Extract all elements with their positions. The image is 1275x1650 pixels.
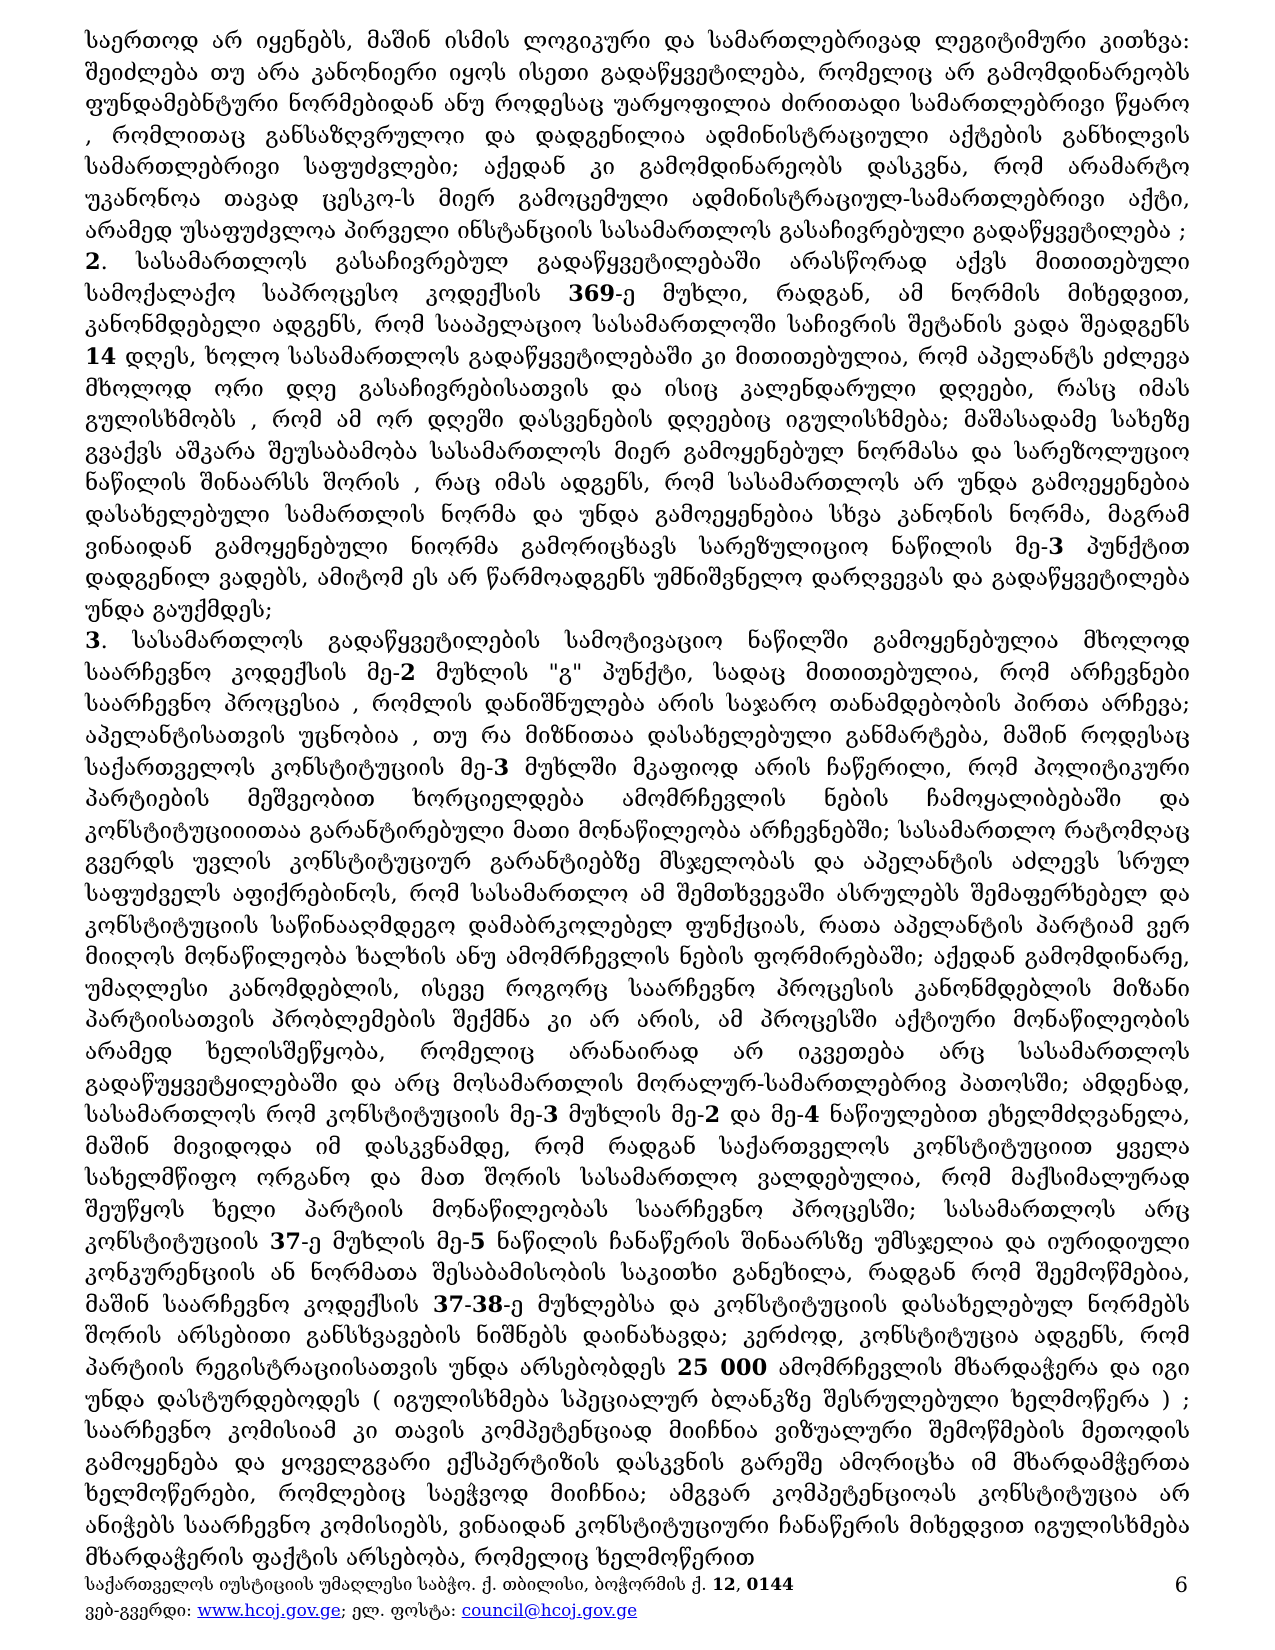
page-footer (85, 1572, 1190, 1624)
page-number: 6 (1174, 1573, 1188, 1597)
email-label: ელ. ფოსტა: (351, 1601, 457, 1621)
body-text (85, 26, 1190, 1574)
footer-separator: ; (340, 1601, 347, 1621)
website-link[interactable]: www.hcoj.gov.ge (197, 1601, 341, 1621)
paragraph-continuation: საერთოდ არ იყენებს, მაშინ ისმის ლოგიკური და სამართლებრივად ლეგიტიმური კითხვა: შეიძლება თუ არა კანონიერი იყოს ისეთი გადაწყვეტილება, რომელიც არ გამომდინარეობს ფუნდამებნტური ნორმებიდან ანუ როდესაც უარყოფილია ძირითადი სამართლებრივი წყარო , რომლითაც განსაზღვრულოი და დადგენილია ადმინისტრაციული აქტების განხილვის სამართლებრივი საფუძვლები; აქედან კი გამომდინარეობს დასკვნა, რომ არამარტო უკანონოა თავად ცესკო-ს მიერ გამოცემული ადმინისტრაციულ-სამართლებრივი აქტი, არამედ უსაფუძვლოა პირველი ინსტანციის სასამართლოს გასაჩივრებული გადაწყვეტილება ; (85, 28, 1190, 244)
paragraph-item-3: 3. სასამართლოს გადაწყვეტილების სამოტივაციო ნაწილში გამოყენებულია მხოლოდ საარჩევნო კოდექსის მე-2 მუხლის "გ" პუნქტი, სადაც მითითებულია, რომ არჩევნები საარჩევნო პროცესია , რომლის დანიშნულება არის საჯარო თანამდებობის პირთა არჩევა; აპელანტისათვის უცნობია , თუ რა მიზნითაა დასახელებული განმარტება, მაშინ როდესაც საქართველოს კონსტიტუციის მე-3 მუხლში მკაფიოდ არის ჩაწერილი, რომ პოლიტიკური პარტიების მეშვეობით ხორციელდება ამომრჩევლის ნების ჩამოყალიბებაში და კონსტიტუციიითაა გარანტირებული მათი მონაწილეობა არჩევნებში; სასამართლო რატომღაც გვერდს უვლის კონსტიტუციურ გარანტიებზე მსჯელობას და აპელანტის აძლევს სრულ საფუძველს აფიქრებინოს, რომ სასამართლო ამ შემთხვევაში ასრულებს შემაფერხებელ და კონსტიტუციის საწინააღმდეგო დამაბრკოლებელ ფუნქციას, რათა აპელანტის პარტიამ ვერ მიიღოს მონაწილეობა ხალხის ანუ ამომრჩევლის ნების ფორმირებაში; აქედან გამომდინარე, უმაღლესი კანომდებლის, ისევე როგორც საარჩევნო პროცესის კანონმდებლის მიზანი პარტიისათვის პრობლემების შექმნა კი არ არის, ამ პროცესში აქტიური მონაწილეობის არამედ ხელისშეწყობა, რომელიც არანაირად არ იკვეთება არც სასამართლოს გადაწუყვეტყილებაში და არც მოსამართლის მორალურ-სამართლებრივ პათოსში; ამდენად, სასამართლოს რომ კონსტიტუციის მე-3 მუხლის მე-2 და მე-4 ნაწიულებით ეხელმძღვანელა, მაშინ მივიდოდა იმ დასკვნამდე, რომ რადგან საქართველოს კონსტიტუციით ყველა სახელმწიფო ორგანო და მათ შორის სასამართლო ვალდებულია, რომ მაქსიმალურად შეუწყოს ხელი პარტიის მონაწილეობას საარჩევნო პროცესში; სასამართლოს არც კონსტიტუციის 37-ე მუხლის მე-5 ნაწილის ჩანაწერის შინაარსზე უმსჯელია და იურიდიული კონკურენციის ან ნორმათა შესაბამისობის საკითხი განეხილა, რადგან რომ შეემოწმებია, მაშინ საარჩევნო კოდექსის 37-38-ე მუხლებსა და კონსტიტუციის დასახელებულ ნორმებს შორის არსებითი განსხვავების ნიშნებს დაინახავდა; კერძოდ, კონსტიტუცია ადგენს, რომ პარტიის რეგისტრაციისათვის უნდა არსებობდეს 25 000 ამომრჩევლის მხარდაჭერა და იგი უნდა დასტურდებოდეს ( იგულისხმება სპეციალურ ბლანკზე შესრულებული ხელმოწერა ) ; საარჩევნო კომისიამ კი თავის კომპეტენციად მიიჩნია ვიზუალური შემოწმების მეთოდის გამოყენება და ყოველგვარი ექსპერტიზის დასკვნის გარეშე ამორიცხა იმ მხარდამჭერთა ხელმოწერები, რომლებიც საეჭვოდ მიიჩნია; ამგვარ კომპეტენციოას კონსტიტუცია არ ანიჭებს საარჩევნო კომისიებს, ვინაიდან კონსტიტუციური ჩანაწერის მიხედვით იგულისხმება მხარდაჭერის ფაქტის არსებობა, რომელიც ხელმოწერით (85, 628, 1190, 1571)
footer-contacts (85, 1598, 794, 1624)
website-label: ვებ-გვერდი: (85, 1601, 192, 1621)
footer-info (85, 1572, 794, 1624)
paragraph-item-2: 2. სასამართლოს გასაჩივრებულ გადაწყვეტილებაში არასწორად აქვს მითითებული სამოქალაქო საპროცესო კოდექსის 369-ე მუხლი, რადგან, ამ ნორმის მიხედვით, კანონმდებელი ადგენს, რომ სააპელაციო სასამართლოში საჩივრის შეტანის ვადა შეადგენს 14 დღეს, ხოლო სასამართლოს გადაწყვეტილებაში კი მითითებულია, რომ აპელანტს ეძლევა მხოლოდ ორი დღე გასაჩივრებისათვის და ისიც კალენდარული დღეები, რასც იმას გულისხმობს , რომ ამ ორ დღეში დასვენების დღეებიც იგულისხმება; მაშასადამე სახეზე გვაქვს აშკარა შეუსაბამობა სასამართლოს მიერ გამოყენებულ ნორმასა და სარეზოლუციო ნაწილის შინაარსს შორის , რაც იმას ადგენს, რომ სასამართლოს არ უნდა გამოეყენებია დასახელებული სამართლის ნორმა და უნდა გამოეყენებია სხვა კანონის ნორმა, მაგრამ ვინაიდან გამოყენებული ნიორმა გამორიცხავს სარეზულიციო ნაწილის მე-3 პუნქტით დადგენილ ვადებს, ამიტომ ეს არ წარმოადგენს უმნიშვნელო დარღვევას და გადაწყვეტილება უნდა გაუქმდეს; (85, 249, 1190, 623)
footer-address: საქართველოს იუსტიციის უმაღლესი საბჭო. ქ. თბილისი, ბოჭორმის ქ. 12, 0144 (85, 1575, 794, 1595)
email-link[interactable]: council@hcoj.gov.ge (461, 1601, 638, 1621)
